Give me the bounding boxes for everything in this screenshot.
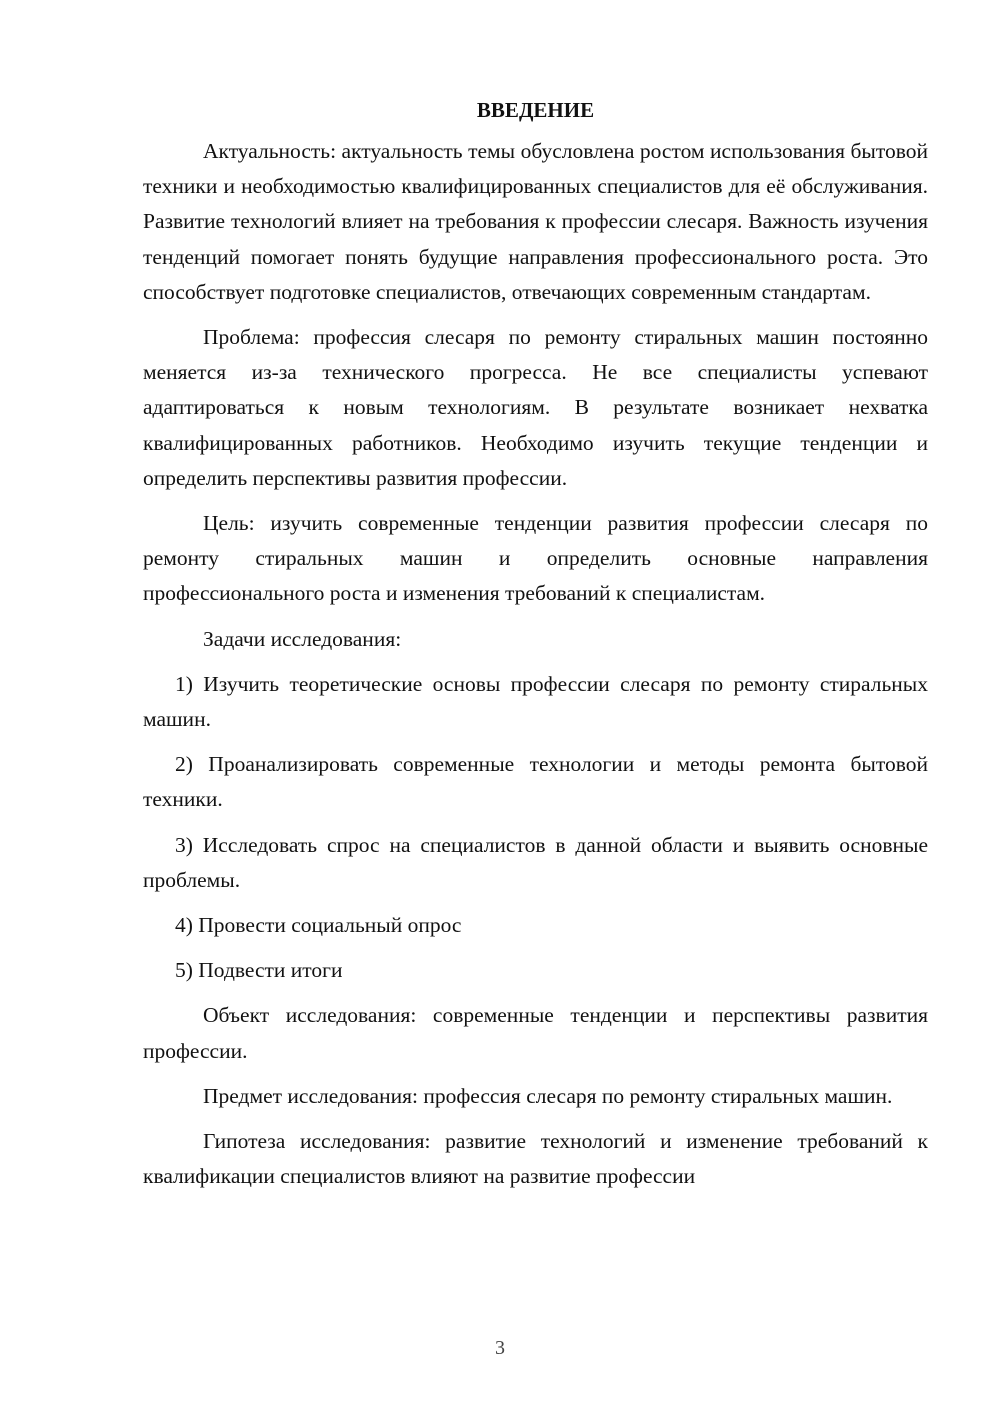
task-item-4: 4) Провести социальный опрос — [175, 913, 462, 938]
section-heading: ВВЕДЕНИЕ — [476, 98, 595, 122]
task-item-2: 2) Проанализировать современные технологии и методы ремонта бытовой техники. — [143, 752, 928, 812]
task-item-1: 1) Изучить теоретические основы профессии слесаря по ремонту стиральных машин. — [143, 671, 928, 732]
object-paragraph: Объект исследования: современные тенденции и перспективы развития профессии. — [143, 1003, 928, 1063]
task-item-3: 3) Исследовать спрос на специалистов в данной области и выявить основные проблемы. — [143, 832, 928, 892]
tasks-title: Задачи исследования: — [203, 626, 402, 651]
page-number: 3 — [495, 1337, 505, 1359]
subject-paragraph: Предмет исследования: профессия слесаря по ремонту стиральных машин. — [203, 1083, 893, 1108]
page-content — [143, 94, 928, 1194]
problem-paragraph: Проблема: профессия слесаря по ремонту стиральных машин постоянно меняется из-за технического прогресса. Не все специалисты успевают адаптироваться к новым технологиям. В результате возникает нехватка квалифицированных работников. Необходимо изучить текущие тенденции и определить перспективы развития профессии. — [143, 325, 928, 490]
goal-paragraph: Цель: изучить современные тенденции развития профессии слесаря по ремонту стиральных машин и определить основные направления профессионального роста и изменения требований к специалистам. — [143, 511, 928, 606]
task-item-5: 5) Подвести итоги — [175, 958, 343, 983]
hypothesis-paragraph: Гипотеза исследования: развитие технологий и изменение требований к квалификации специалистов влияют на развитие профессии — [143, 1129, 928, 1189]
relevance-paragraph: Актуальность: актуальность темы обусловлена ростом использования бытовой техники и необходимостью квалифицированных специалистов для её обслуживания. Развитие технологий влияет на требования к профессии слесаря. Важность изучения тенденций помогает понять будущие направления профессионального роста. Это способствует подготовке специалистов, отвечающих современным стандартам. — [143, 139, 928, 304]
